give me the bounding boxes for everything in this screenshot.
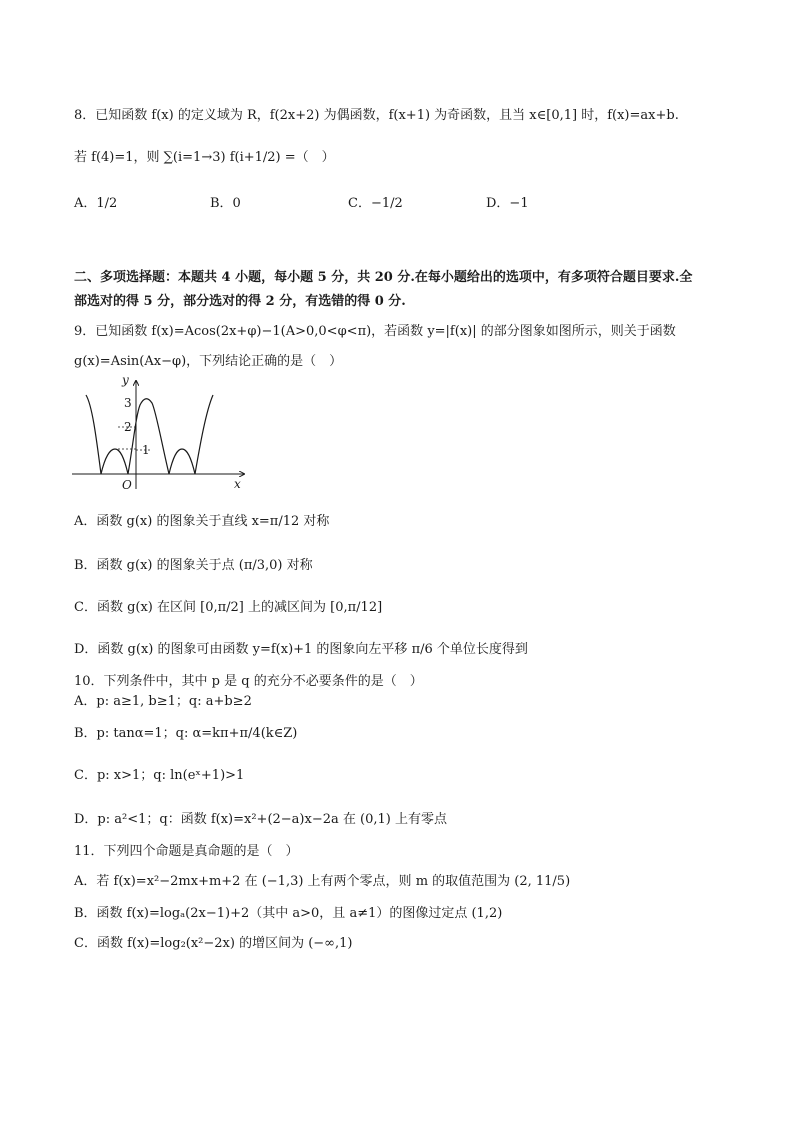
- section-2-line1: 二、多项选择题：本题共 4 小题，每小题 5 分，共 20 分.在每小题给出的选项中，有多项符合题目要求.全: [74, 270, 693, 285]
- q10-option-d: D．p: a²<1；q：函数 f(x)=x²+(2−a)x−2a 在 (0,1) 上有零点: [74, 812, 447, 827]
- graph-curve: [86, 395, 213, 474]
- q8-option-a: A．1/2: [74, 196, 118, 211]
- q8-option-b: B．0: [210, 196, 241, 211]
- y-tick-3: 3: [124, 396, 132, 410]
- y-axis-label: y: [122, 375, 129, 387]
- q9-stem-line1: 9．已知函数 f(x)=Acos(2x+φ)−1(A>0,0<φ<π)，若函数 y=|f(x)| 的部分图象如图所示，则关于函数: [74, 324, 676, 339]
- q11-stem: 11．下列四个命题是真命题的是（ ）: [74, 844, 299, 859]
- q10-option-b: B．p: tanα=1；q: α=kπ+π/4(k∈Z): [74, 726, 298, 741]
- q8-option-c: C．−1/2: [348, 196, 403, 211]
- q11-option-b: B．函数 f(x)=logₐ(2x−1)+2（其中 a>0，且 a≠1）的图像过定点 (1,2): [74, 906, 503, 921]
- section-2-line2: 部选对的得 5 分，部分选对的得 2 分，有选错的得 0 分.: [74, 294, 406, 309]
- q8-option-d: D．−1: [486, 196, 529, 211]
- q9-graph: [70, 375, 250, 495]
- q9-option-d: D．函数 g(x) 的图象可由函数 y=f(x)+1 的图象向左平移 π/6 个单位长度得到: [74, 642, 528, 657]
- q11-option-c: C．函数 f(x)=log₂(x²−2x) 的增区间为 (−∞,1): [74, 936, 353, 951]
- q10-stem: 10．下列条件中，其中 p 是 q 的充分不必要条件的是（ ）: [74, 674, 423, 689]
- q10-option-a: A．p: a≥1, b≥1；q: a+b≥2: [74, 694, 252, 709]
- q9-option-b: B．函数 g(x) 的图象关于点 (π/3,0) 对称: [74, 558, 313, 573]
- q11-option-a: A．若 f(x)=x²−2mx+m+2 在 (−1,3) 上有两个零点，则 m 的取值范围为 (2, 11/5): [74, 874, 571, 889]
- q10-option-c: C．p: x>1；q: ln(eˣ+1)>1: [74, 768, 245, 783]
- q9-option-a: A．函数 g(x) 的图象关于直线 x=π/12 对称: [74, 514, 330, 529]
- y-tick-1: 1: [142, 443, 150, 457]
- q8-stem-line1: 8．已知函数 f(x) 的定义域为 R，f(2x+2) 为偶函数，f(x+1) 为奇函数，且当 x∈[0,1] 时，f(x)=ax+b.: [74, 108, 679, 123]
- origin-label: O: [122, 478, 132, 492]
- x-axis-label: x: [234, 477, 241, 491]
- y-tick-2: 2: [124, 420, 132, 434]
- q9-option-c: C．函数 g(x) 在区间 [0,π/2] 上的减区间为 [0,π/12]: [74, 600, 383, 615]
- q9-stem-line2: g(x)=Asin(Ax−φ)，下列结论正确的是（ ）: [74, 354, 343, 369]
- q8-stem-line2: 若 f(4)=1，则 ∑(i=1→3) f(i+1/2) =（ ）: [74, 150, 335, 165]
